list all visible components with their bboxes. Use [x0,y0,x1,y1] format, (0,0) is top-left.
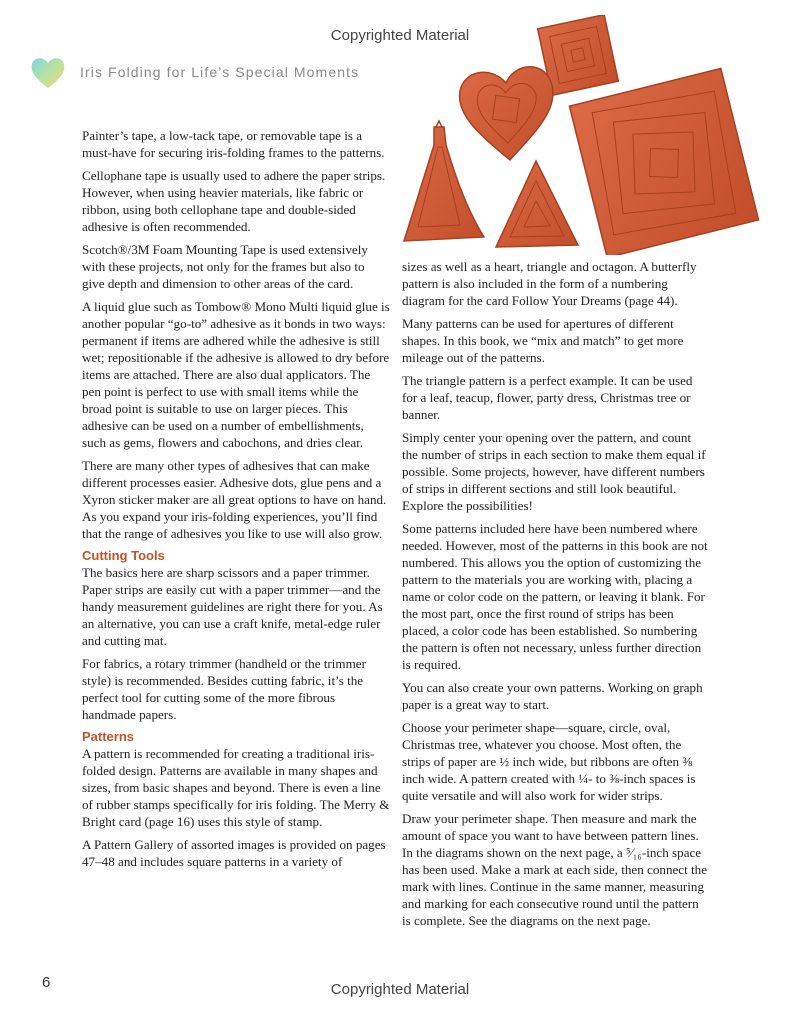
running-head: Iris Folding for Life’s Special Moments [80,64,360,80]
triangle-stamp [496,161,578,247]
paragraph-sizes: sizes as well as a heart, triangle and octagon. A butterfly pattern is also included in the form of a numbering diagram for the card Follow Your Dreams (page 44). [402,259,697,308]
rubber-stamp-patterns-photo [398,15,790,255]
left-column [82,127,390,876]
heart-stamp [460,67,553,160]
copyright-notice-top: Copyrighted Material [330,27,470,44]
paragraph-mix-and-match: Many patterns can be used for apertures of different shapes. In this book, we “mix and match” to get more mileage out of the patterns. [402,316,684,365]
paragraph-painters-tape: Painter’s tape, a low-tack tape, or removable tape is a must-have for securing iris-folding frames to the patterns. [82,128,385,160]
paragraph-rotary-trimmer: For fabrics, a rotary trimmer (handheld or the trimmer style) is recommended. Besides cutting fabric, it’s the perfect tool for cutting some of the more fibrous handmade papers. [82,656,366,722]
paragraph-liquid-glue: A liquid glue such as Tombow® Mono Multi liquid glue is another popular “go-to” adhesive as it bonds in two ways: permanent if items are adhered while the adhesive is still wet; repositionable if the adhesive is allowed to dry before items are attached. There are also dual applicators. The pen point is perfect to use with small items while the broad point is suitable to use on larger pieces. This adhesive can be used on a number of embellishments, such as gems, flowers and cabochons, and dries clear. [82,299,390,450]
paragraph-draw-perimeter: Draw your perimeter shape. Then measure and mark the amount of space you want to have between pattern lines. In the diagrams shown on the next page, a ⁵⁄₁₆-inch space has been used. Make a mark at each side, then connect the mark with lines. Continue in the same manner, measuring and marking for each consecutive round until the pattern is complete. See the diagrams on the next page. [402,811,708,928]
paragraph-foam-tape: Scotch®/3M Foam Mounting Tape is used extensively with these projects, not only for the frames but also to give depth and dimension to other areas of the card. [82,242,368,291]
dress-stamp [404,121,484,241]
heading-patterns: Patterns [82,729,135,744]
paragraph-numbered-patterns: Some patterns included here have been numbered where needed. However, most of the patterns in this book are not numbered. This allows you the option of customizing the pattern to the materials you are working with, placing a name or color code on the pattern, or leaving it blank. For the most part, once the first round of strips has been placed, a color code has been established. So numbering the pattern is often not necessary, unless further direction is required. [402,521,708,672]
right-column [402,258,710,935]
paragraph-perimeter-shape: Choose your perimeter shape—square, circle, oval, Christmas tree, whatever you choose. Most often, the strips of paper are ½ inch wide, but ribbons are often ⅜ inch wide. A pattern created with ¼- to ⅜-inch spaces is quite versatile and will also work for wider strips. [402,720,696,803]
paragraph-other-adhesives: There are many other types of adhesives that can make different processes easier. Adhesive dots, glue pens and a Xyron sticker maker are all great options to have on hand. As you expand your iris-folding experiences, you’ll find that the range of adhesives you like to use will also grow. [82,458,387,541]
heart-logo-icon [28,54,68,90]
large-square-stamp [569,68,758,255]
paragraph-own-patterns: You can also create your own patterns. Working on graph paper is a great way to start. [402,680,703,712]
paragraph-center-opening: Simply center your opening over the pattern, and count the number of strips in each section to make them equal if possible. Some projects, however, have different numbers of strips in different sections and still look beautiful. Explore the possibilities! [402,430,706,513]
heading-cutting-tools: Cutting Tools [82,548,165,563]
paragraph-triangle-pattern: The triangle pattern is a perfect example. It can be used for a leaf, teacup, flower, party dress, Christmas tree or banner. [402,373,693,422]
page-number: 6 [42,974,51,991]
copyright-notice-bottom: Copyrighted Material [330,981,470,998]
paragraph-pattern-gallery: A Pattern Gallery of assorted images is provided on pages 47–48 and includes square patterns in a variety of [82,837,386,869]
paragraph-cutting-basics: The basics here are sharp scissors and a paper trimmer. Paper strips are easily cut with a paper trimmer—and the handy measurement guidelines are right there for you. As an alternative, you can use a craft knife, metal-edge ruler and cutting mat. [82,565,383,648]
paragraph-patterns-intro: A pattern is recommended for creating a traditional iris-folded design. Patterns are available in many shapes and sizes, from basic shapes and beyond. There is even a line of rubber stamps specifically for iris folding. The Merry & Bright card (page 16) uses this style of stamp. [82,746,390,829]
paragraph-cellophane-tape: Cellophane tape is usually used to adhere the paper strips. However, when using heavier materials, like fabric or ribbon, using both cellophane tape and double-sided adhesive is often recommended. [82,168,386,234]
